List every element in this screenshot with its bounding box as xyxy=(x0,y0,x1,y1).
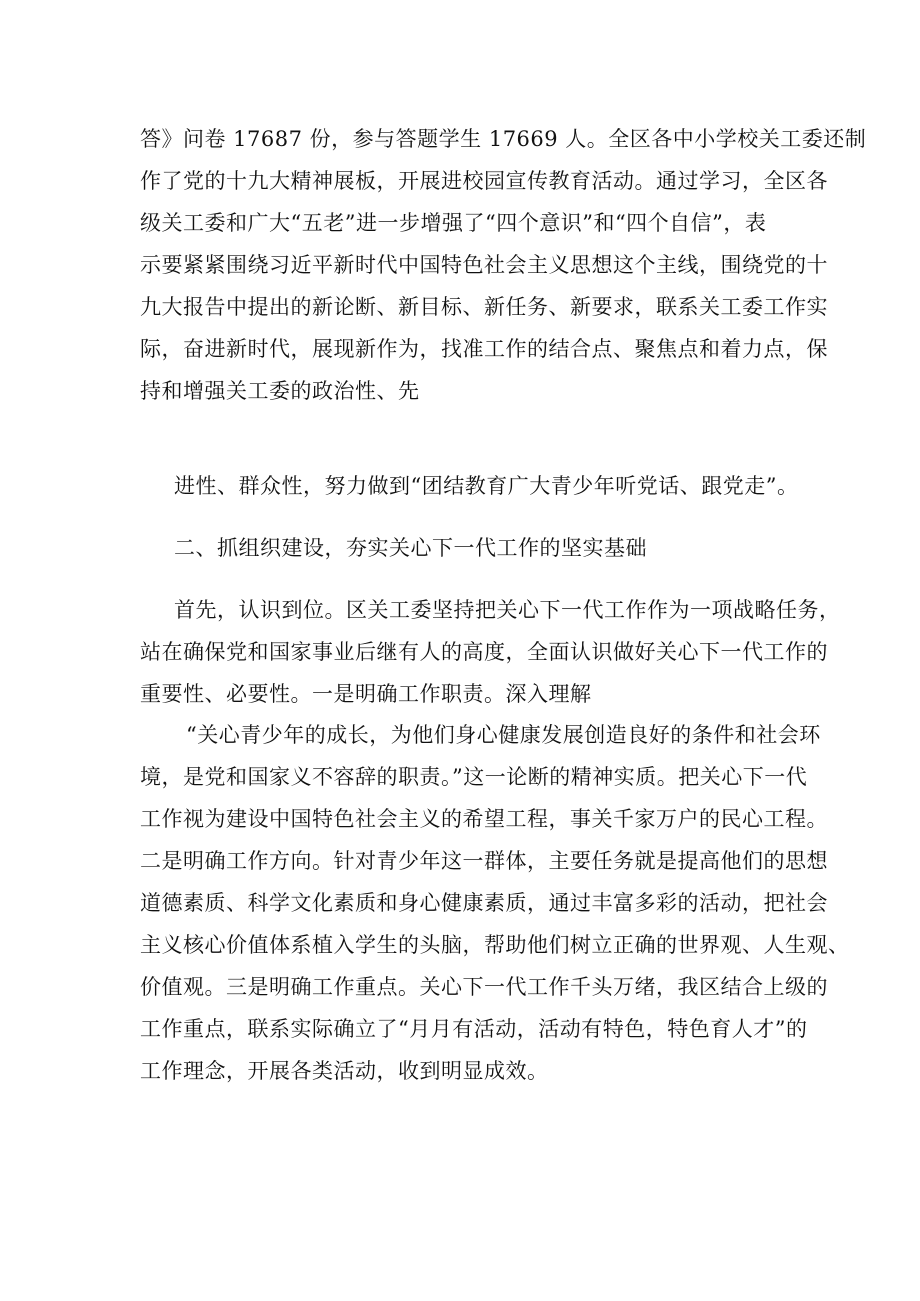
text-line: 工作理念，开展各类活动，收到明显成效。 xyxy=(140,1059,549,1083)
text-line: 主义核心价值体系植入学生的头脑，帮助他们树立正确的世界观、人生观、 xyxy=(140,933,850,957)
text-line: 价值观。三是明确工作重点。关心下一代工作千头万绪，我区结合上级的 xyxy=(140,975,828,999)
text-line: 示要紧紧围绕习近平新时代中国特色社会主义思想这个主线，围绕党的十 xyxy=(140,253,828,277)
text-line: 站在确保党和国家事业后继有人的高度，全面认识做好关心下一代工作的 xyxy=(140,640,828,664)
heading-line: 二、抓组织建设，夯实关心下一代工作的坚实基础 xyxy=(174,536,647,560)
text-line: 进性、群众性，努力做到“团结教育广大青少年听党话、跟党走”。 xyxy=(174,474,799,498)
text-line: 道德素质、科学文化素质和身心健康素质，通过丰富多彩的活动，把社会 xyxy=(140,891,828,915)
text-line: 持和增强关工委的政治性、先 xyxy=(140,379,420,403)
text-line: 重要性、必要性。一是明确工作职责。深入理解 xyxy=(140,682,592,706)
text-line: “关心青少年的成长，为他们身心健康发展创造良好的条件和社会环 xyxy=(186,723,821,747)
text-line: 际，奋进新时代，展现新作为，找准工作的结合点、聚焦点和着力点，保 xyxy=(140,337,828,361)
text-line: 作了党的十九大精神展板，开展进校园宣传教育活动。通过学习，全区各 xyxy=(140,169,828,193)
text-line: 答》问卷 17687 份，参与答题学生 17669 人。全区各中小学校关工委还制 xyxy=(140,127,867,151)
paragraph-1 xyxy=(140,118,867,412)
text-line: 级关工委和广大“五老”进一步增强了“四个意识”和“四个自信”，表 xyxy=(140,211,767,235)
text-line: 二是明确工作方向。针对青少年这一群体，主要任务就是提高他们的思想 xyxy=(140,849,828,873)
text-line: 首先，认识到位。区关工委坚持把关心下一代工作作为一项战略任务， xyxy=(174,598,841,622)
text-line: 九大报告中提出的新论断、新目标、新任务、新要求，联系关工委工作实 xyxy=(140,295,828,319)
paragraph-3 xyxy=(140,589,841,715)
section-heading xyxy=(140,527,795,569)
paragraph-4 xyxy=(140,714,850,1092)
text-line: 工作视为建设中国特色社会主义的希望工程，事关千家万户的民心工程。 xyxy=(140,807,828,831)
text-line: 境，是党和国家义不容辞的职责。”这一论断的精神实质。把关心下一代 xyxy=(140,765,808,789)
text-line: 工作重点，联系实际确立了“月月有活动，活动有特色，特色育人才”的 xyxy=(140,1017,808,1041)
paragraph-2 xyxy=(140,465,799,507)
